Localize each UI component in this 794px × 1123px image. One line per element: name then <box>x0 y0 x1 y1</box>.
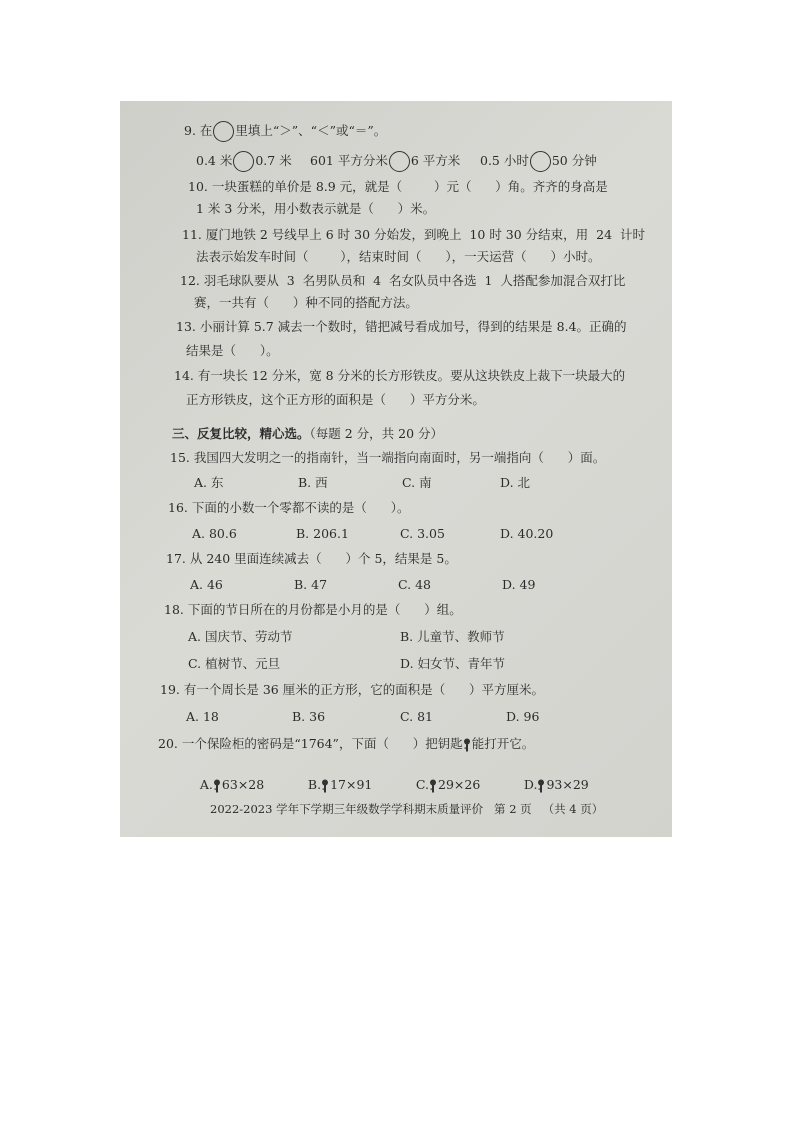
q14-line-1-text: 14. 有一块长 12 分米，宽 8 分米的长方形铁皮。要从这块铁皮上裁下一块最大的 <box>174 368 626 383</box>
section-3-title: 三、反复比较，精心选。 <box>172 426 310 441</box>
q19-option-b[interactable]: B. 36 <box>292 709 326 724</box>
q18-option-c[interactable]: C. 植树节、元旦 <box>188 656 281 671</box>
q9-item-1 <box>196 151 292 172</box>
q16-option-c[interactable]: C. 3.05 <box>400 526 445 541</box>
q17-stem <box>166 552 457 566</box>
q9-item-2-right: 6 平方米 <box>410 153 461 168</box>
q9-item-2 <box>310 151 460 172</box>
q17-option-c[interactable]: C. 48 <box>398 577 431 592</box>
q11-line-2 <box>196 250 600 264</box>
q20-option-d-text: 93×29 <box>546 777 589 792</box>
q18-option-d[interactable]: D. 妇女节、青年节 <box>400 656 506 671</box>
key-icon <box>463 738 471 752</box>
blank-circle[interactable] <box>389 151 410 172</box>
q18-option-a[interactable]: A. 国庆节、劳动节 <box>188 629 293 644</box>
q16-option-b[interactable]: B. 206.1 <box>296 526 349 541</box>
q17-option-b[interactable]: B. 47 <box>294 577 328 592</box>
q11-line-1 <box>182 228 645 242</box>
q18-stem-text: 18. 下面的节日所在的月份都是小月的是（ ）组。 <box>164 602 462 617</box>
section-3-note: （每题 2 分，共 20 分） <box>309 426 444 441</box>
q11-line-2-text: 法表示始发车时间（ ），结束时间（ ），一天运营（ ）小时。 <box>196 249 601 264</box>
key-icon <box>429 779 437 793</box>
section-3-heading <box>172 427 443 441</box>
q20-option-b-label: B. <box>307 777 322 792</box>
q9-item-3-right: 50 分钟 <box>551 153 597 168</box>
q14-line-1 <box>174 369 625 383</box>
q15-option-d[interactable]: D. 北 <box>500 475 531 490</box>
key-icon <box>213 779 221 793</box>
q13-line-2 <box>186 344 279 358</box>
q9-item-3 <box>480 151 597 172</box>
q16-option-a[interactable]: A. 80.6 <box>192 526 237 541</box>
q15-stem <box>170 451 605 465</box>
q20-stem-part-a: 20. 一个保险柜的密码是“1764”，下面（ ）把钥匙 <box>158 736 463 751</box>
q13-line-1-text: 13. 小丽计算 5.7 减去一个数时，错把减号看成加号，得到的结果是 8.4。正确的 <box>176 319 627 334</box>
q9-stem-part-a: 9. 在 <box>184 123 213 138</box>
q15-option-c[interactable]: C. 南 <box>402 475 432 490</box>
key-icon <box>321 779 329 793</box>
q19-stem <box>160 683 544 697</box>
q20-option-a-label: A. <box>199 777 213 792</box>
q9-item-1-right: 0.7 米 <box>255 153 292 168</box>
q20-option-c-text: 29×26 <box>438 777 481 792</box>
q17-option-a[interactable]: A. 46 <box>190 577 223 592</box>
q12-line-1 <box>180 274 625 288</box>
q20-option-b-text: 17×91 <box>330 777 373 792</box>
q10-line-1-text: 10. 一块蛋糕的单价是 8.9 元，就是（ ）元（ ）角。齐齐的身高是 <box>188 179 608 194</box>
q15-option-b[interactable]: B. 西 <box>298 475 328 490</box>
blank-circle[interactable] <box>233 151 254 172</box>
q20-stem-part-b: 能打开它。 <box>471 736 535 751</box>
q17-option-d[interactable]: D. 49 <box>502 577 536 592</box>
key-icon <box>537 779 545 793</box>
q20-option-a-text: 63×28 <box>221 777 265 792</box>
q20-stem <box>158 737 534 752</box>
q20-option-c-label: C. <box>415 777 429 792</box>
q12-line-2 <box>194 296 418 310</box>
q18-stem <box>164 603 462 617</box>
q19-stem-text: 19. 有一个周长是 36 厘米的正方形，它的面积是（ ）平方厘米。 <box>160 682 545 697</box>
q20-option-d-label: D. <box>523 777 538 792</box>
q16-option-d[interactable]: D. 40.20 <box>500 526 554 541</box>
q19-option-d[interactable]: D. 96 <box>506 709 540 724</box>
q19-option-a[interactable]: A. 18 <box>186 709 219 724</box>
q9-stem-part-b: 里填上“＞”、“＜”或“＝”。 <box>235 123 387 138</box>
q15-option-a[interactable]: A. 东 <box>194 475 224 490</box>
q16-stem-text: 16. 下面的小数一个零都不读的是（ ）。 <box>168 500 410 515</box>
q13-line-1 <box>176 320 627 334</box>
q11-line-1-text: 11. 厦门地铁 2 号线早上 6 时 30 分始发，到晚上 10 时 30 分结束，用 24 计时 <box>182 227 645 242</box>
exam-page-photo <box>120 101 672 837</box>
q12-line-1-text: 12. 羽毛球队要从 3 名男队员和 4 名女队员中各选 1 人搭配参加混合双打比 <box>180 273 626 288</box>
blank-circle[interactable] <box>213 121 234 142</box>
q13-line-2-text: 结果是（ ）。 <box>186 343 279 358</box>
q15-stem-text: 15. 我国四大发明之一的指南针，当一端指向南面时，另一端指向（ ）面。 <box>170 450 606 465</box>
q18-option-b[interactable]: B. 儿童节、教师节 <box>400 629 505 644</box>
q12-line-2-text: 赛，一共有（ ）种不同的搭配方法。 <box>194 295 418 310</box>
q14-line-2-text: 正方形铁皮，这个正方形的面积是（ ）平方分米。 <box>186 392 485 407</box>
blank-circle[interactable] <box>530 151 551 172</box>
q10-line-2-text: 1 米 3 分米，用小数表示就是（ ）米。 <box>196 201 436 216</box>
q9-stem <box>184 121 386 142</box>
q10-line-2 <box>196 202 435 216</box>
q14-line-2 <box>186 393 485 407</box>
q9-item-1-left: 0.4 米 <box>196 153 233 168</box>
q10-line-1 <box>188 180 608 194</box>
q19-option-c[interactable]: C. 81 <box>400 709 433 724</box>
page-footer: 2022-2023 学年下学期三年级数学学科期末质量评价 第 2 页 （共 4 页） <box>210 802 604 816</box>
q9-item-2-left: 601 平方分米 <box>310 153 388 168</box>
q16-stem <box>168 501 409 515</box>
q9-item-3-left: 0.5 小时 <box>480 153 529 168</box>
q17-stem-text: 17. 从 240 里面连续减去（ ）个 5，结果是 5。 <box>166 551 457 566</box>
